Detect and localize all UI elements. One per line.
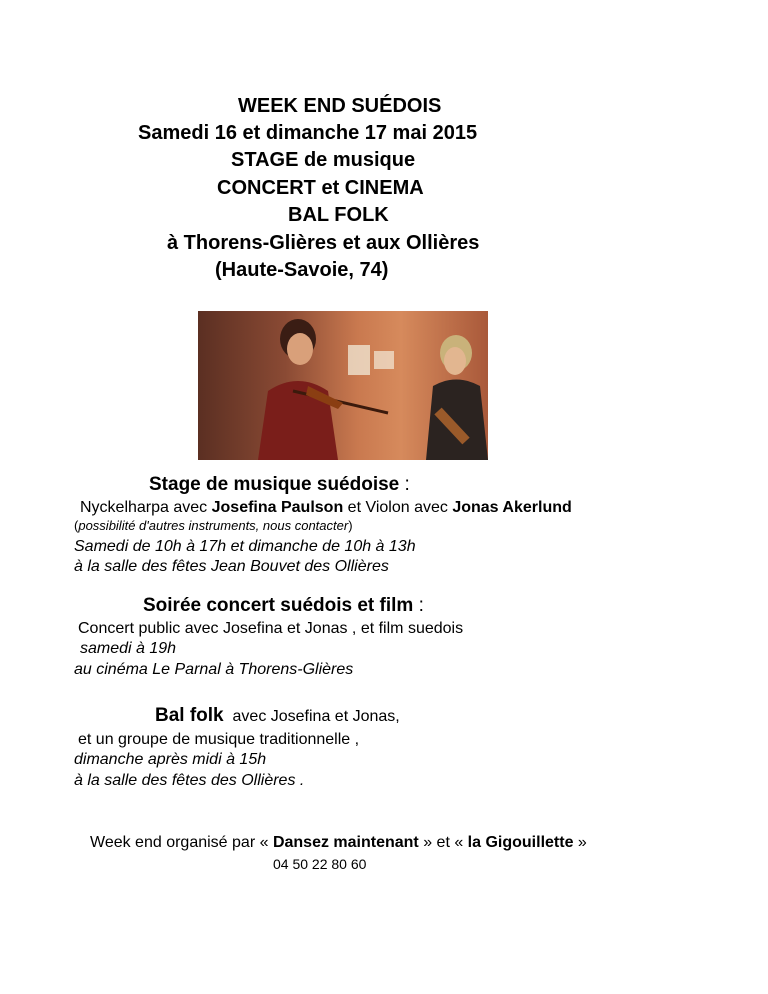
footer-suffix: » xyxy=(573,834,587,851)
footer-mid: » et « xyxy=(418,834,468,851)
footer-phone: 04 50 22 80 60 xyxy=(273,856,367,872)
soiree-title: Soirée concert suédois et film xyxy=(143,595,414,616)
header-title-5: BAL FOLK xyxy=(288,204,389,226)
bal-title: Bal folk xyxy=(155,705,224,726)
bal-place: à la salle des fêtes des Ollières . xyxy=(74,772,305,789)
teacher-jonas: Jonas Akerlund xyxy=(452,499,572,516)
bal-desc: et un groupe de musique traditionnelle , xyxy=(78,731,360,748)
soiree-heading xyxy=(143,594,424,618)
header-title-1: WEEK END SUÉDOIS xyxy=(238,95,442,117)
teacher-josefina: Josefina Paulson xyxy=(211,499,344,516)
stage-heading xyxy=(149,473,410,497)
header-title-3: STAGE de musique xyxy=(231,149,416,171)
bal-title-rest: avec Josefina et Jonas, xyxy=(223,708,400,725)
stage-teachers-a: Nyckelharpa avec xyxy=(80,499,212,516)
header-title-4: CONCERT et CINEMA xyxy=(217,177,424,199)
stage-note-open: ( xyxy=(74,518,79,533)
header-title-7: (Haute-Savoie, 74) xyxy=(215,259,389,281)
soiree-time: samedi à 19h xyxy=(80,640,177,657)
soiree-place: au cinéma Le Parnal à Thorens-Glières xyxy=(74,661,354,678)
footer-prefix: Week end organisé par « xyxy=(90,834,273,851)
bal-time: dimanche après midi à 15h xyxy=(74,751,267,768)
stage-place: à la salle des fêtes Jean Bouvet des Ollières xyxy=(74,558,389,575)
stage-note-close: ) xyxy=(348,518,353,533)
header-title-6: à Thorens-Glières et aux Ollières xyxy=(167,232,480,254)
stage-note-text: possibilité d'autres instruments, nous contacter xyxy=(78,518,349,533)
stage-colon: : xyxy=(399,474,410,495)
org-la-gigouillette: la Gigouillette xyxy=(467,834,574,851)
musicians-photo xyxy=(198,311,488,460)
bal-heading xyxy=(155,704,400,728)
header-title-2: Samedi 16 et dimanche 17 mai 2015 xyxy=(138,122,478,144)
stage-schedule: Samedi de 10h à 17h et dimanche de 10h à 13h xyxy=(74,538,416,555)
soiree-colon: : xyxy=(413,595,424,616)
stage-teachers-b: et Violon avec xyxy=(343,499,453,516)
musicians-illustration xyxy=(198,311,488,460)
stage-note xyxy=(74,518,353,533)
soiree-desc: Concert public avec Josefina et Jonas , et film suedois xyxy=(78,620,464,637)
stage-teachers xyxy=(80,498,572,518)
stage-title: Stage de musique suédoise xyxy=(149,474,400,495)
org-dansez-maintenant: Dansez maintenant xyxy=(272,834,419,851)
footer-organizers xyxy=(90,833,587,853)
